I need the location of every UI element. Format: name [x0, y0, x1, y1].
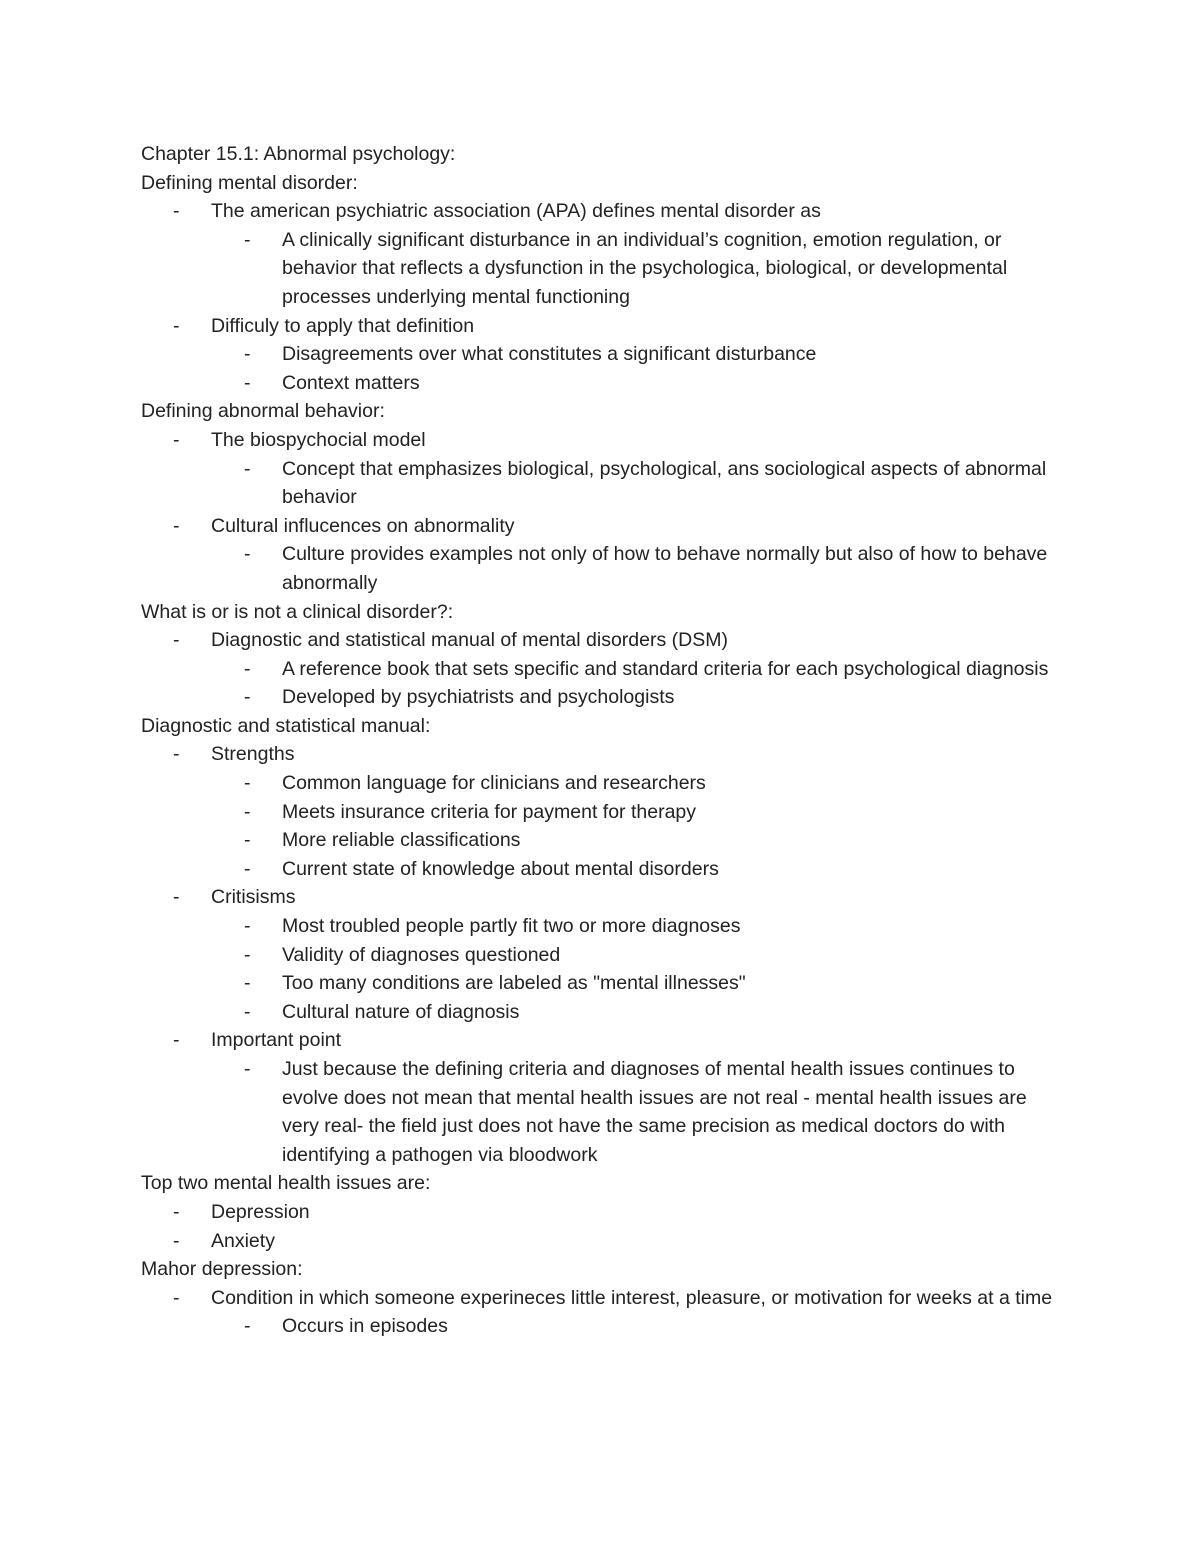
- bullet-text: Disagreements over what constitutes a significant disturbance: [282, 343, 817, 366]
- bullet-dash: -: [244, 972, 251, 995]
- bullet-dash: -: [244, 543, 251, 566]
- bullet-item-level-2: [141, 340, 1081, 369]
- bullet-item-level-1: [141, 426, 1081, 455]
- bullet-item-level-1: [141, 197, 1081, 226]
- heading-text: Top two mental health issues are:: [141, 1172, 431, 1195]
- bullet-dash: -: [244, 772, 251, 795]
- bullet-dash: -: [173, 1200, 180, 1223]
- bullet-text: Occurs in episodes: [282, 1315, 448, 1338]
- section-heading: [141, 712, 1081, 741]
- bullet-item-level-1: [141, 1026, 1081, 1055]
- section-heading: [141, 140, 1081, 169]
- bullet-item-level-1: [141, 626, 1081, 655]
- bullet-dash: -: [244, 829, 251, 852]
- bullet-dash: -: [244, 228, 251, 251]
- section-heading: [141, 169, 1081, 198]
- heading-text: Mahor depression:: [141, 1258, 303, 1281]
- bullet-dash: -: [244, 343, 251, 366]
- bullet-item-level-2: [141, 655, 1081, 684]
- heading-text: Diagnostic and statistical manual:: [141, 714, 431, 737]
- bullet-text: Important point: [211, 1029, 342, 1052]
- bullet-text: Validity of diagnoses questioned: [282, 943, 561, 966]
- bullet-item-level-1: [141, 1198, 1081, 1227]
- bullet-item-level-2: [141, 798, 1081, 827]
- bullet-dash: -: [173, 629, 180, 652]
- heading-text: Chapter 15.1: Abnormal psychology:: [141, 143, 456, 165]
- bullet-dash: -: [173, 1029, 180, 1052]
- bullet-text: Too many conditions are labeled as "mental illnesses": [282, 972, 746, 995]
- bullet-dash: -: [244, 857, 251, 880]
- section-heading: [141, 397, 1081, 426]
- bullet-item-level-1: [141, 883, 1081, 912]
- bullet-text: Cultural nature of diagnosis: [282, 1000, 520, 1023]
- section-heading: [141, 1255, 1081, 1284]
- bullet-item-level-2: [141, 540, 1081, 597]
- bullet-text: The biospychocial model: [211, 428, 426, 451]
- section-heading: [141, 598, 1081, 627]
- bullet-dash: -: [244, 1000, 251, 1023]
- bullet-dash: -: [244, 943, 251, 966]
- bullet-dash: -: [173, 428, 180, 451]
- bullet-text: Critisisms: [211, 886, 296, 909]
- bullet-dash: -: [244, 915, 251, 938]
- bullet-text: Culture provides examples not only of how to behave normally but also of how to behave abnormally: [282, 543, 1048, 594]
- bullet-item-level-2: [141, 455, 1081, 512]
- bullet-item-level-2: [141, 998, 1081, 1027]
- bullet-item-level-1: [141, 312, 1081, 341]
- bullet-text: Anxiety: [211, 1229, 275, 1252]
- bullet-item-level-1: [141, 512, 1081, 541]
- bullet-item-level-2: [141, 1055, 1081, 1169]
- bullet-text: Current state of knowledge about mental disorders: [282, 857, 719, 880]
- bullet-dash: -: [173, 743, 180, 766]
- bullet-item-level-1: [141, 1284, 1081, 1313]
- bullet-dash: -: [244, 686, 251, 709]
- bullet-item-level-2: [141, 1312, 1081, 1341]
- heading-text: Defining abnormal behavior:: [141, 400, 385, 423]
- bullet-text: Common language for clinicians and researchers: [282, 772, 706, 795]
- bullet-text: A reference book that sets specific and standard criteria for each psychological diagnosis: [282, 657, 1049, 680]
- bullet-text: Depression: [211, 1200, 310, 1223]
- bullet-item-level-2: [141, 826, 1081, 855]
- heading-text: Defining mental disorder:: [141, 171, 358, 194]
- bullet-text: Cultural influcences on abnormality: [211, 514, 515, 537]
- bullet-text: Developed by psychiatrists and psychologists: [282, 686, 675, 709]
- bullet-dash: -: [173, 514, 180, 537]
- bullet-item-level-2: [141, 855, 1081, 884]
- bullet-item-level-2: [141, 912, 1081, 941]
- bullet-text: Diagnostic and statistical manual of mental disorders (DSM): [211, 629, 728, 652]
- bullet-dash: -: [244, 1315, 251, 1338]
- bullet-item-level-2: [141, 769, 1081, 798]
- bullet-item-level-2: [141, 683, 1081, 712]
- bullet-dash: -: [244, 457, 251, 480]
- bullet-text: Most troubled people partly fit two or more diagnoses: [282, 915, 741, 938]
- bullet-item-level-2: [141, 941, 1081, 970]
- bullet-text: Strengths: [211, 743, 295, 766]
- bullet-dash: -: [173, 1229, 180, 1252]
- bullet-dash: -: [244, 1058, 251, 1080]
- bullet-text: Just because the defining criteria and diagnoses of mental health issues continues to evolve does not mean that mental health issues are not real - mental health issues are very real- the field just does not have the same precision as medical doctors do with identifying a pathogen via bloodwork: [282, 1058, 1027, 1166]
- bullet-item-level-2: [141, 226, 1081, 312]
- bullet-dash: -: [244, 657, 251, 680]
- bullet-text: The american psychiatric association (APA) defines mental disorder as: [211, 200, 821, 223]
- bullet-dash: -: [173, 886, 180, 909]
- bullet-text: Meets insurance criteria for payment for therapy: [282, 800, 697, 823]
- heading-text: What is or is not a clinical disorder?:: [141, 600, 454, 623]
- bullet-item-level-1: [141, 740, 1081, 769]
- bullet-item-level-1: [141, 1227, 1081, 1256]
- bullet-text: Condition in which someone experineces little interest, pleasure, or motivation for weeks at a time: [211, 1286, 1053, 1309]
- bullet-text: Context matters: [282, 371, 420, 394]
- bullet-item-level-2: [141, 969, 1081, 998]
- bullet-text: Difficuly to apply that definition: [211, 314, 475, 337]
- bullet-item-level-2: [141, 369, 1081, 398]
- bullet-text: More reliable classifications: [282, 829, 521, 852]
- bullet-dash: -: [244, 371, 251, 394]
- bullet-dash: -: [173, 1286, 180, 1309]
- bullet-dash: -: [173, 314, 180, 337]
- bullet-text: Concept that emphasizes biological, psychological, ans sociological aspects of abnormal behavior: [282, 457, 1047, 509]
- section-heading: [141, 1169, 1081, 1198]
- document-page: [141, 140, 1081, 1341]
- bullet-text: A clinically significant disturbance in an individual’s cognition, emotion regulation, or behavior that reflects a dysfunction in the psychologica, biological, or developmental processes underlying mental functioning: [282, 228, 1008, 308]
- bullet-dash: -: [244, 800, 251, 823]
- bullet-dash: -: [173, 200, 180, 223]
